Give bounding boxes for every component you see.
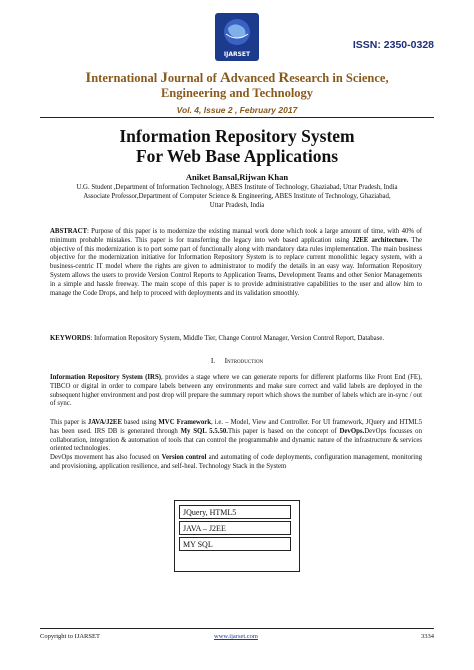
stack-layer-frontend: JQuery, HTML5 <box>179 505 291 519</box>
stack-layer-database: MY SQL <box>179 537 291 551</box>
intro-text: This paper is based on the concept of <box>227 427 340 435</box>
intro-text: DevOps movement has also focused on <box>50 454 162 462</box>
page-number: 3334 <box>421 633 434 640</box>
intro-bold: Version control <box>161 454 207 462</box>
intro-text: , provides a stage where we can generate reports for different platforms like Front End (FE), TIBCO or digital in order to compare labels between any environments and make sure correct and valid labels are deployed in the subsequent higher environment and post drop will prepare the summary report which shows the number of labels which are in-sync / out of sync. <box>50 374 422 408</box>
logo-text: IJARSET <box>223 51 251 58</box>
intro-bold: MVC Framework <box>158 419 212 426</box>
intro-bold: My SQL 5.5.50. <box>180 427 228 435</box>
intro-bold: Information Repository System (IRS) <box>50 374 161 381</box>
intro-text: DevOps focusses on collaboration, integration & automation of tools that can control the programmable and dynamic nature of the infrastructure & services oriented technologies. <box>50 427 422 453</box>
intro-text: , i.e. – Model, View and Controller. For UI framework, JQuery and HTML5 has been used. IRS DB is generated through <box>50 419 422 435</box>
technology-stack-diagram <box>174 500 300 572</box>
intro-bold: DevOps. <box>339 427 365 435</box>
affiliation-line: Associate Professor,Department of Computer Science & Engineering, ABES Institute of Technology, Ghaziabad, <box>83 193 391 200</box>
authors: Aniket Bansal,Rijwan Khan <box>185 172 289 182</box>
keywords-label: KEYWORDS <box>50 335 91 342</box>
intro-paragraph-2 <box>50 419 422 472</box>
keywords <box>50 335 422 344</box>
header-divider <box>40 117 434 118</box>
stack-layer-backend: JAVA – J2EE <box>179 521 291 535</box>
journal-title-line1: International Journal of Advanced Research in Science, <box>85 70 389 86</box>
intro-text: This paper is <box>50 419 88 426</box>
journal-title <box>40 71 434 101</box>
footer-website-link[interactable]: www.ijarset.com <box>214 633 258 640</box>
intro-text: based using <box>122 419 159 426</box>
paper-title-line2: For Web Base Applications <box>135 146 339 166</box>
issn: ISSN: 2350-0328 <box>352 39 434 51</box>
journal-logo <box>214 12 260 62</box>
abstract-text: : Purpose of this paper is to modernize the existing manual work done which took a large amount of time, with 40% of minimum probable mistakes. This paper is for transferring the legacy into web based application using <box>50 228 422 244</box>
affiliation-line: U.G. Student ,Department of Information Technology, ABES Institute of Technology, Ghaziabad, Uttar Pradesh, India <box>76 184 398 191</box>
section-heading <box>40 356 434 365</box>
volume-issue: Vol. 4, Issue 2 , February 2017 <box>176 105 298 115</box>
footer-copyright: Copyright to IJARSET <box>40 633 100 640</box>
footer-divider <box>40 628 434 629</box>
affiliations <box>50 183 424 210</box>
keywords-text: : Information Repository System, Middle Tier, Change Control Manager, Version Control Report, Database. <box>90 335 385 342</box>
affiliation-line: Uttar Pradesh, India <box>209 202 265 209</box>
section-title: Introduction <box>224 356 264 365</box>
intro-paragraph-1 <box>50 374 422 409</box>
section-number: I. <box>210 356 216 365</box>
paper-title-line1: Information Repository System <box>119 126 355 146</box>
intro-bold: JAVA/J2EE <box>87 419 122 426</box>
globe-logo-icon <box>214 12 260 62</box>
abstract-bold: J2EE architecture. <box>352 236 409 244</box>
intro-text: and automating of code deployments, configuration management, monitoring and provisioning, application resilience, and self-heal. Technology Stack in the System <box>50 454 422 470</box>
abstract-label: ABSTRACT <box>50 228 88 235</box>
journal-title-line2: Engineering and Technology <box>160 86 314 100</box>
paper-title <box>40 126 434 166</box>
abstract <box>50 228 422 298</box>
abstract-text: The objective of this modernization is to port some part of functionally along with mandatory data rules implementation. The main business objective for the modernization initiative for Information Repository System is to replace current monolithic legacy system, with a business-centric IT model where the rights are given to administrator to modify the details in an easy way. Information Repository System allows the users to provide Version Control Reports to Application Teams, Development Teams and other Senior Managements in a simple and hassle freeway. The main scope of this paper is to provide administrative capabilities to the user and allow him to manage the Code Drops, and help to proceed with deployments and its validation smoothly. <box>50 236 422 297</box>
